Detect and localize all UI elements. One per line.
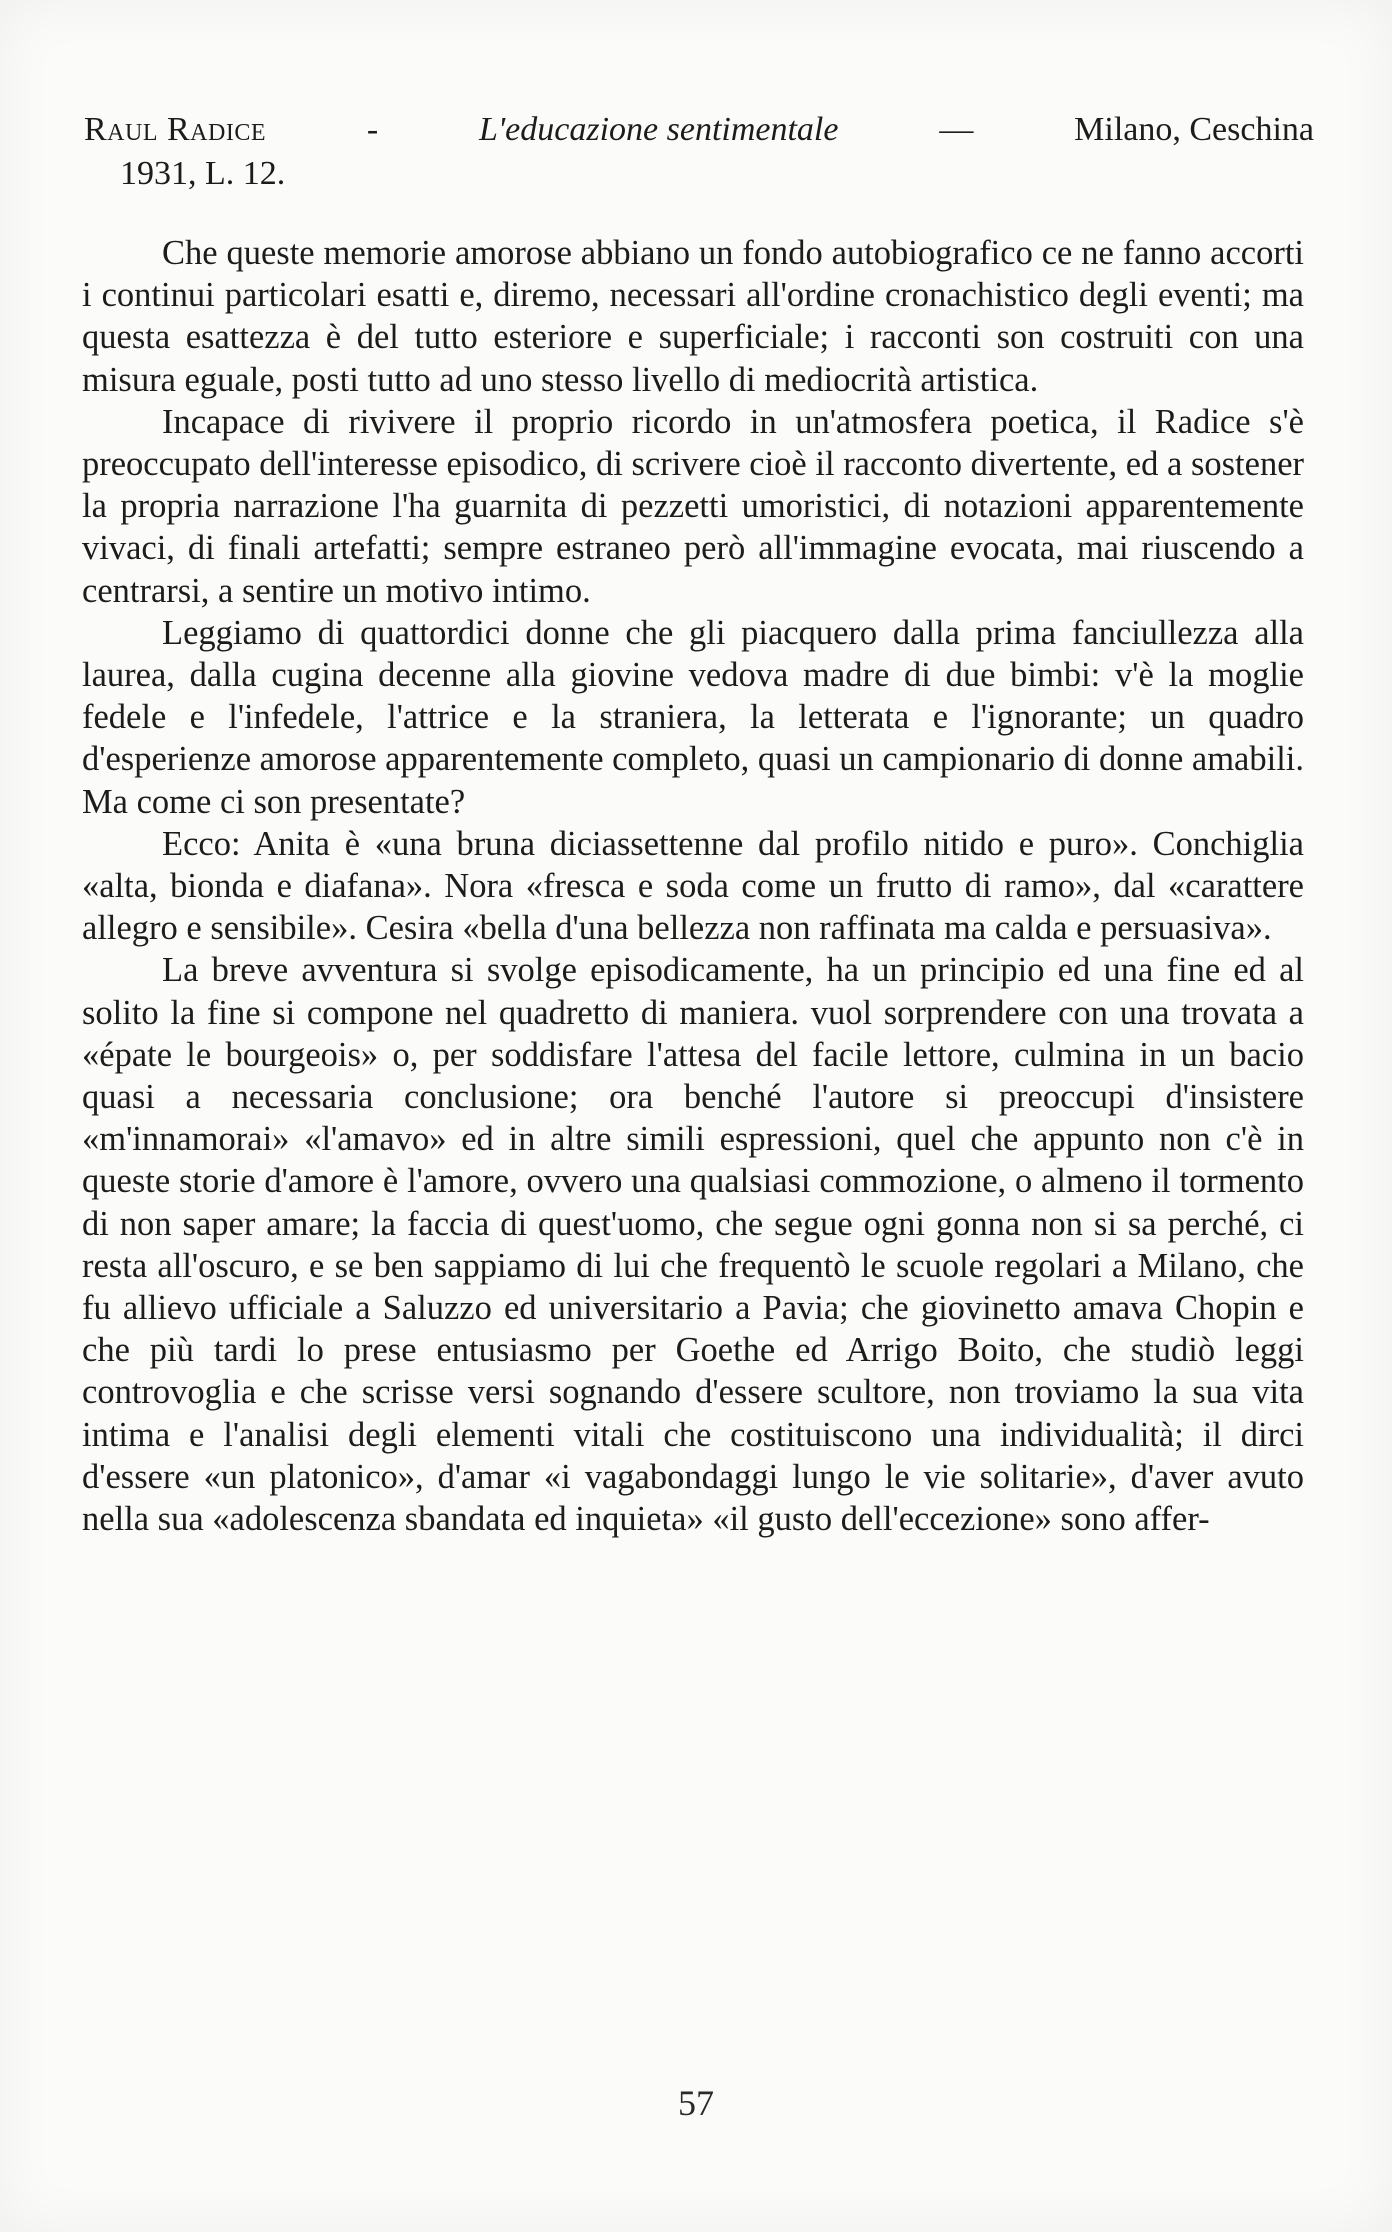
paragraph-1: Che queste memorie amorose abbiano un fondo autobiografico ce ne fanno accorti i continui particolari esatti e, diremo, necessari all'ordine cronachistico degli eventi; ma questa esattezza è del tutto esteriore e superficiale; i racconti son costruiti con una misura eguale, posti tutto ad uno stesso livello di mediocrità artistica. bbox=[82, 234, 1304, 399]
book-title: L'educazione sentimentale bbox=[479, 111, 839, 148]
paragraph-3: Leggiamo di quattordici donne che gli piacquero dalla prima fanciullezza alla laurea, dalla cugina decenne alla giovine vedova madre di due bimbi: v'è la moglie fedele e l'infedele, l'attrice e la straniera, la letterata e l'ignorante; un quadro d'esperienze amorose apparentemente completo, quasi un campionario di donne amabili. Ma come ci son presentate? bbox=[82, 613, 1304, 821]
author-name: Raul Radice bbox=[84, 111, 267, 148]
review-heading bbox=[84, 108, 1314, 196]
year-and-price: 1931, L. 12. bbox=[120, 155, 286, 192]
paragraph-5: La breve avventura si svolge episodicamente, ha un principio ed una fine ed al solito la fine si compone nel quadretto di maniera. vuol sorprendere con una trovata a «épate le bourgeois» o, per soddisfare l'attesa del facile lettore, culmina in un bacio quasi a necessaria conclusione; ora benché l'autore si preoccupi d'insistere «m'innamorai» «l'amavo» ed in altre simili espressioni, quel che appunto non c'è in queste storie d'amore è l'amore, ovvero una qualsiasi commozione, o almeno il tormento di non saper amare; la faccia di quest'uomo, che segue ogni gonna non si sa perché, ci resta all'oscuro, e se ben sappiamo di lui che frequentò le scuole regolari a Milano, che fu allievo ufficiale a Saluzzo ed universitario a Pavia; che giovinetto amava Chopin e che più tardi lo prese entusiasmo per Goethe ed Arrigo Boito, che studiò leggi controvoglia e che scrisse versi sognando d'essere scultore, non troviamo la sua vita intima e l'analisi degli elementi vitali che costituiscono una individualità; il dirci d'essere «un platonico», d'amar «i vagabondaggi lungo le vie solitarie», d'aver avuto nella sua «adolescenza sbandata ed inquieta» «il gusto dell'eccezione» sono affer- bbox=[82, 951, 1304, 1539]
paragraph-4: Ecco: Anita è «una bruna diciassettenne dal profilo nitido e puro». Conchiglia «alta, bionda e diafana». Nora «fresca e soda come un frutto di ramo», dal «carattere allegro e sensibile». Cesira «bella d'una bellezza non raffinata ma calda e persuasiva». bbox=[82, 824, 1304, 948]
heading-line-1 bbox=[84, 108, 1314, 152]
heading-line-2 bbox=[84, 152, 1314, 196]
page-number: 57 bbox=[678, 2083, 714, 2123]
heading-separator-emdash: — bbox=[939, 111, 974, 148]
publisher: Milano, Ceschina bbox=[1074, 111, 1314, 148]
heading-separator-dash: - bbox=[366, 111, 379, 148]
paragraph-2: Incapace di rivivere il proprio ricordo in un'atmosfera poetica, il Radice s'è preoccupato dell'interesse episodico, di scrivere cioè il racconto divertente, ed a sostener la propria narrazione l'ha guarnita di pezzetti umoristici, di notazioni apparentemente vivaci, di finali artefatti; sempre estraneo però all'immagine evocata, mai riuscendo a centrarsi, a sentire un motivo intimo. bbox=[82, 402, 1304, 610]
review-body bbox=[82, 232, 1304, 1540]
